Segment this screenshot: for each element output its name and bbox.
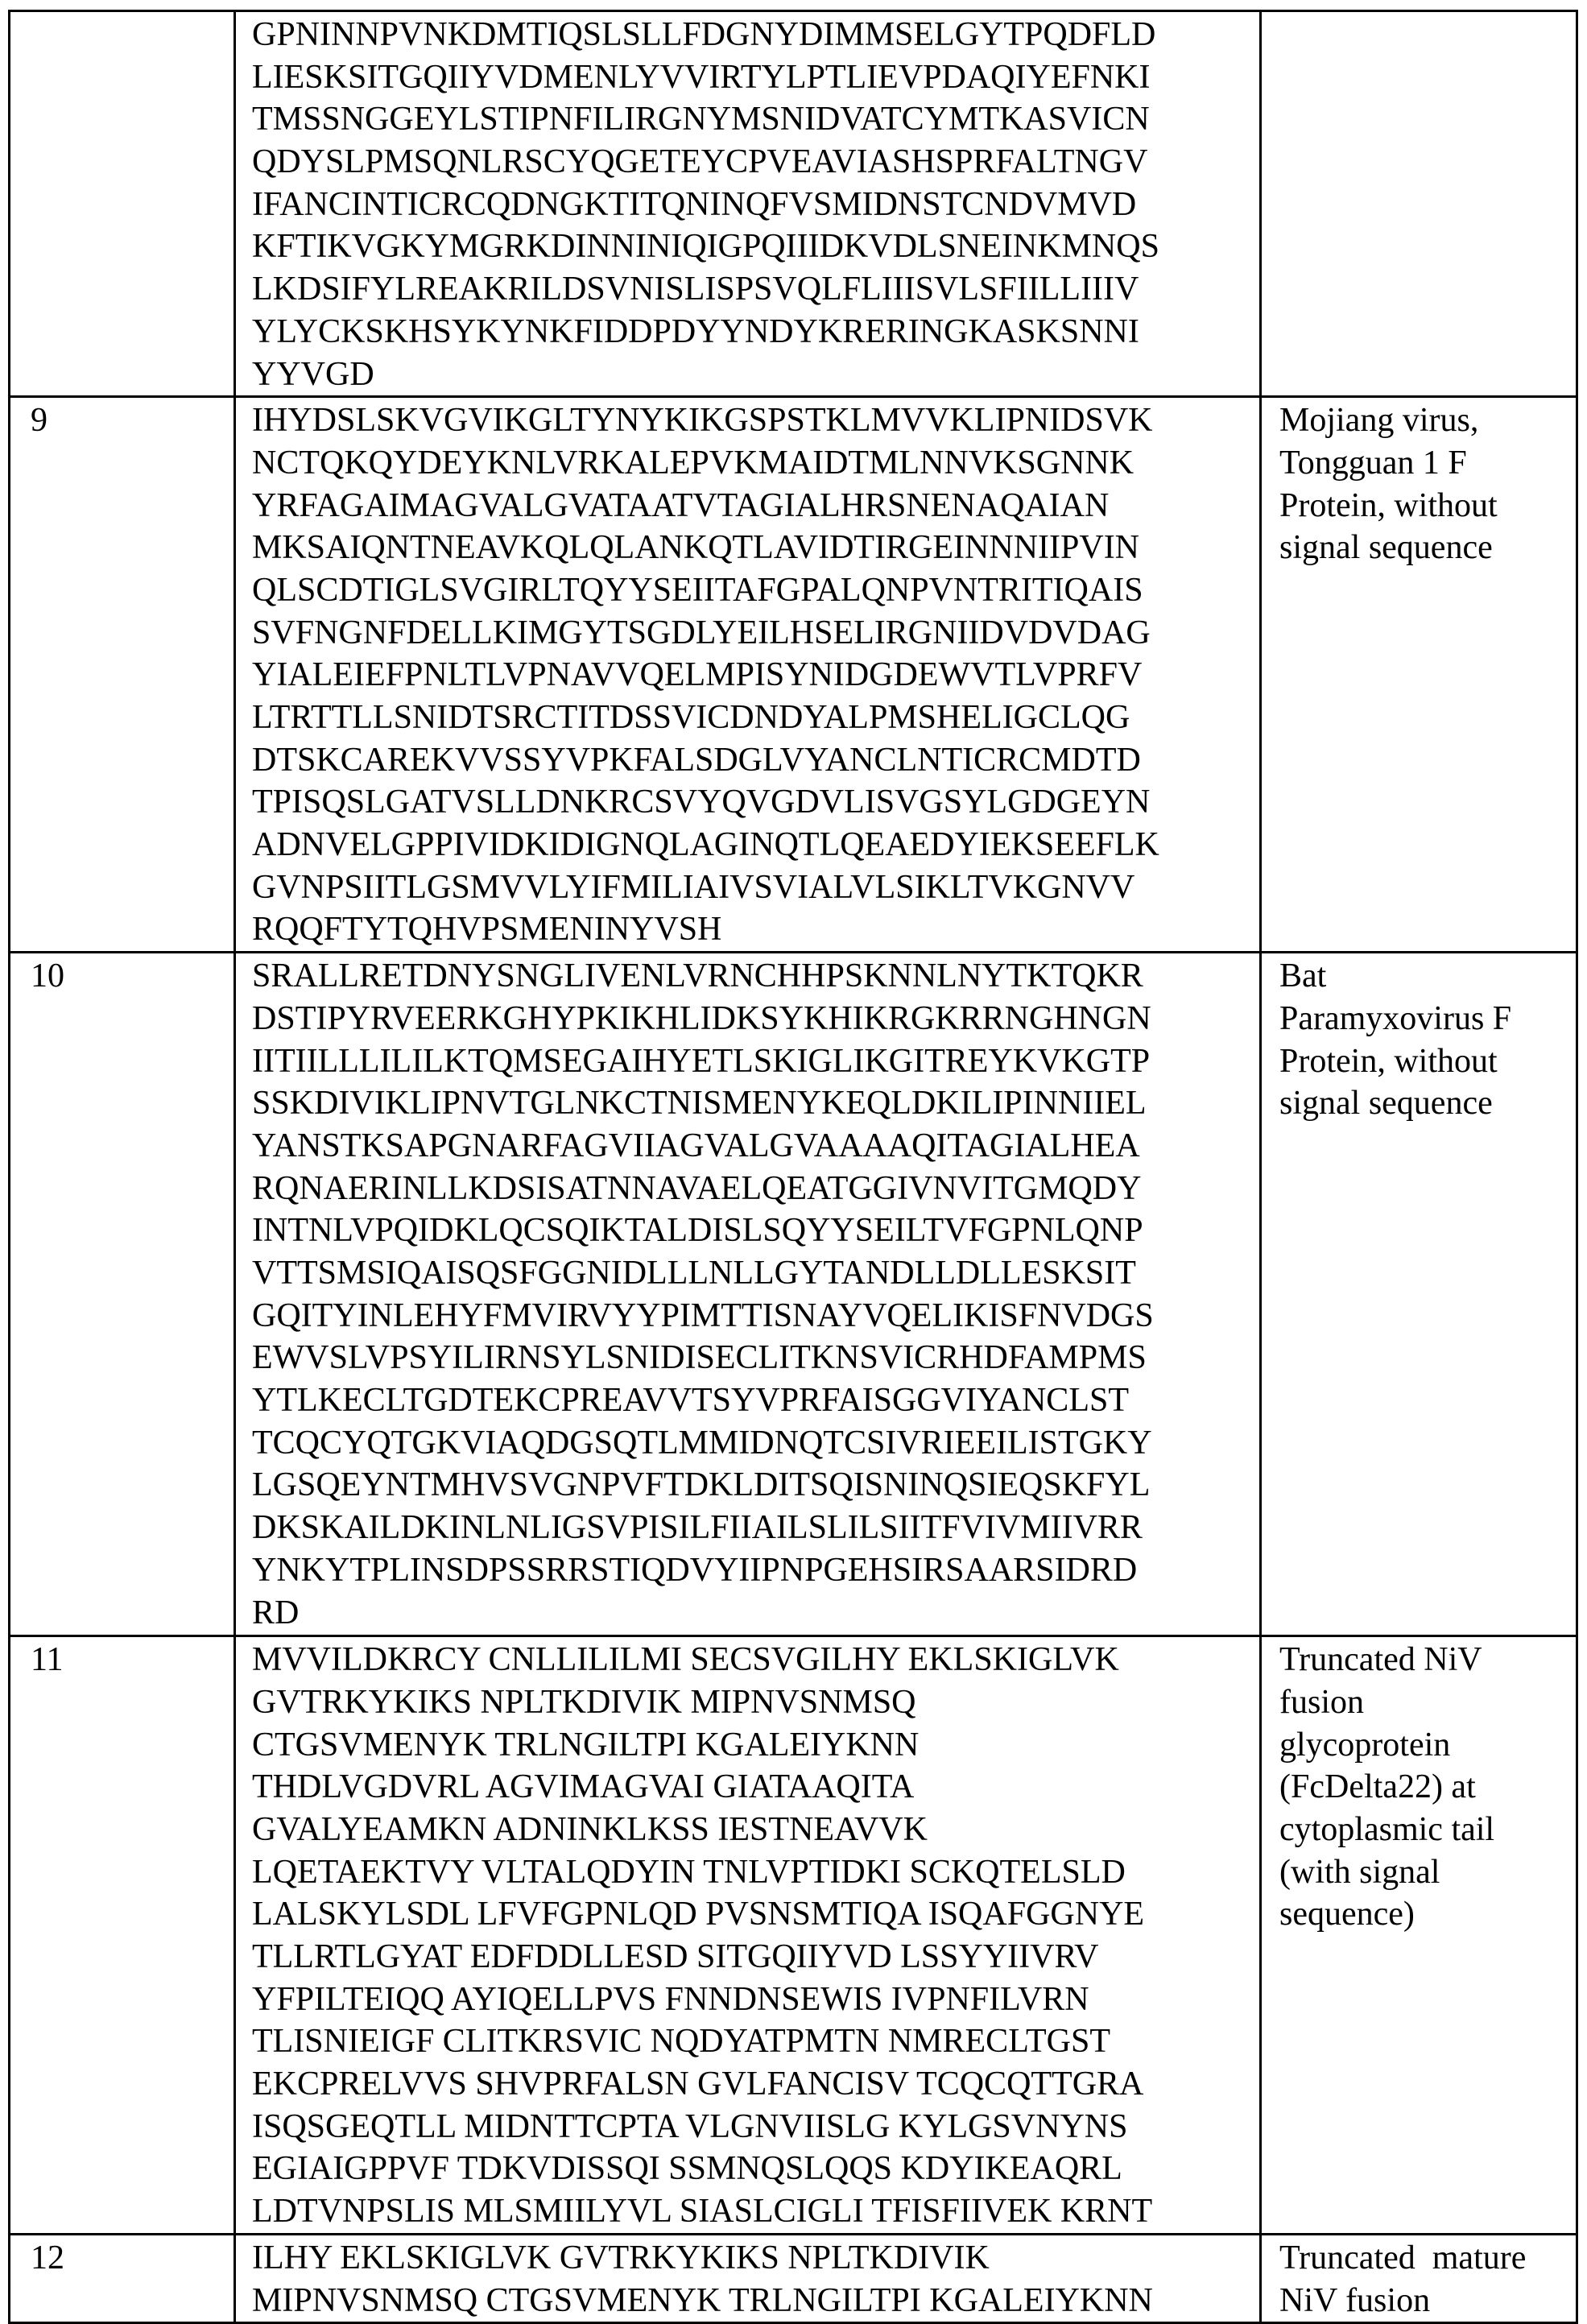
seq-id-cell bbox=[10, 11, 235, 397]
sequence-line: MVVILDKRCY CNLLILILMI SECSVGILHY EKLSKIGLVK bbox=[252, 1639, 1259, 1681]
sequence-line: IITIILLLILILKTQMSEGAIHYETLSKIGLIKGITREYKVKGTP bbox=[252, 1040, 1259, 1083]
sequence-line: LKDSIFYLREAKRILDSVNISLISPSVQLFLIIISVLSFIILLIIIV bbox=[252, 268, 1259, 311]
description-line: cytoplasmic tail bbox=[1279, 1809, 1576, 1851]
description-line: Mojiang virus, bbox=[1279, 399, 1576, 442]
description-line: glycoprotein bbox=[1279, 1724, 1576, 1767]
sequence-line: YRFAGAIMAGVALGVATAATVTAGIALHRSNENAQAIAN bbox=[252, 485, 1259, 527]
sequence-line: RQNAERINLLKDSISATNNAVAELQEATGGIVNVITGMQDY bbox=[252, 1168, 1259, 1210]
sequence-line: TPISQSLGATVSLLDNKRCSVYQVGDVLISVGSYLGDGEYN bbox=[252, 781, 1259, 824]
sequence-line: TLLRTLGYAT EDFDDLLESD SITGQIIYVD LSSYYIIVRV bbox=[252, 1936, 1259, 1979]
sequence-line: INTNLVPQIDKLQCSQIKTALDISLSQYYSEILTVFGPNLQNP bbox=[252, 1210, 1259, 1252]
seq-id-cell: 11 bbox=[10, 1636, 235, 2235]
sequence-line: LTRTTLLSNIDTSRCTITDSSVICDNDYALPMSHELIGCLQG bbox=[252, 697, 1259, 739]
sequence-cell bbox=[235, 1636, 1261, 2235]
sequence-line: YLYCKSKHSYKYNKFIDDPDYYNDYKRERINGKASKSNNI bbox=[252, 311, 1259, 354]
sequence-cell bbox=[235, 2234, 1261, 2322]
description-cell bbox=[1261, 1636, 1577, 2235]
description-line: signal sequence bbox=[1279, 527, 1576, 569]
sequence-line: GVTRKYKIKS NPLTKDIVIK MIPNVSNMSQ bbox=[252, 1681, 1259, 1724]
sequence-line: LGSQEYNTMHVSVGNPVFTDKLDITSQISNINQSIEQSKFYL bbox=[252, 1464, 1259, 1507]
table-row bbox=[10, 2234, 1577, 2322]
seq-id-cell: 10 bbox=[10, 953, 235, 1636]
sequence-line: SSKDIVIKLIPNVTGLNKCTNISMENYKEQLDKILIPINNIIEL bbox=[252, 1082, 1259, 1125]
description-line: Protein, without bbox=[1279, 1040, 1576, 1083]
description-line: Truncated mature bbox=[1279, 2237, 1576, 2280]
sequence-line: ADNVELGPPIVIDKIDIGNQLAGINQTLQEAEDYIEKSEEFLK bbox=[252, 824, 1259, 866]
sequence-line: DTSKCAREKVVSSYVPKFALSDGLVYANCLNTICRCMDTD bbox=[252, 739, 1259, 782]
sequence-line: SRALLRETDNYSNGLIVENLVRNCHHPSKNNLNYTKTQKR bbox=[252, 955, 1259, 998]
description-cell bbox=[1261, 953, 1577, 1636]
sequence-line: DKSKAILDKINLNLIGSVPISILFIIAILSLILSIITFVIVMIIVRR bbox=[252, 1507, 1259, 1549]
sequence-cell bbox=[235, 953, 1261, 1636]
sequence-line: LDTVNPSLIS MLSMIILYVL SIASLCIGLI TFISFIIVEK KRNT bbox=[252, 2190, 1259, 2233]
sequence-line: LALSKYLSDL LFVFGPNLQD PVSNSMTIQA ISQAFGGNYE bbox=[252, 1893, 1259, 1936]
table-row bbox=[10, 953, 1577, 1636]
sequence-line: GVALYEAMKN ADNINKLKSS IESTNEAVVK bbox=[252, 1809, 1259, 1851]
table-row bbox=[10, 397, 1577, 953]
sequence-line: KFTIKVGKYMGRKDINNINIQIGPQIIIDKVDLSNEINKMNQS bbox=[252, 225, 1259, 268]
description-line: (FcDelta22) at bbox=[1279, 1766, 1576, 1809]
sequence-cell bbox=[235, 397, 1261, 953]
sequence-line: NCTQKQYDEYKNLVRKALEPVKMAIDTMLNNVKSGNNK bbox=[252, 442, 1259, 485]
sequence-line: MIPNVSNMSQ CTGSVMENYK TRLNGILTPI KGALEIYKNN bbox=[252, 2280, 1259, 2322]
description-line: Bat bbox=[1279, 955, 1576, 998]
sequence-line: GQITYINLEHYFMVIRVYYPIMTTISNAYVQELIKISFNVDGS bbox=[252, 1295, 1259, 1338]
sequence-line: THDLVGDVRL AGVIMAGVAI GIATAAQITA bbox=[252, 1766, 1259, 1809]
sequence-line: YYVGD bbox=[252, 354, 1259, 396]
description-line: fusion bbox=[1279, 1681, 1576, 1724]
seq-id-cell: 12 bbox=[10, 2234, 235, 2322]
description-line: (with signal bbox=[1279, 1851, 1576, 1894]
sequence-line: YTLKECLTGDTEKCPREAVVTSYVPRFAISGGVIYANCLST bbox=[252, 1379, 1259, 1422]
sequence-line: IFANCINTICRCQDNGKTITQNINQFVSMIDNSTCNDVMVD bbox=[252, 184, 1259, 226]
description-cell bbox=[1261, 2234, 1577, 2322]
sequence-line: YANSTKSAPGNARFAGVIIAGVALGVAAAAQITAGIALHEA bbox=[252, 1125, 1259, 1168]
sequence-line: EWVSLVPSYILIRNSYLSNIDISECLITKNSVICRHDFAMPMS bbox=[252, 1337, 1259, 1379]
sequence-line: EKCPRELVVS SHVPRFALSN GVLFANCISV TCQCQTTGRA bbox=[252, 2063, 1259, 2106]
sequence-line: YIALEIEFPNLTLVPNAVVQELMPISYNIDGDEWVTLVPRFV bbox=[252, 654, 1259, 697]
sequence-cell bbox=[235, 11, 1261, 397]
description-line: NiV fusion bbox=[1279, 2280, 1576, 2322]
seq-id-cell: 9 bbox=[10, 397, 235, 953]
sequence-line: GPNINNPVNKDMTIQSLSLLFDGNYDIMMSELGYTPQDFLD bbox=[252, 14, 1259, 56]
sequence-line: TLISNIEIGF CLITKRSVIC NQDYATPMTN NMRECLTGST bbox=[252, 2020, 1259, 2063]
description-line: sequence) bbox=[1279, 1893, 1576, 1936]
description-line: Paramyxovirus F bbox=[1279, 998, 1576, 1040]
sequence-line: RQQFTYTQHVPSMENINYVSH bbox=[252, 908, 1259, 951]
sequence-line: LQETAEKTVY VLTALQDYIN TNLVPTIDKI SCKQTELSLD bbox=[252, 1851, 1259, 1894]
sequence-line: EGIAIGPPVF TDKVDISSQI SSMNQSLQQS KDYIKEAQRL bbox=[252, 2148, 1259, 2190]
sequence-line: IHYDSLSKVGVIKGLTYNYKIKGSPSTKLMVVKLIPNIDSVK bbox=[252, 399, 1259, 442]
sequence-line: QLSCDTIGLSVGIRLTQYYSEIITAFGPALQNPVNTRITIQAIS bbox=[252, 569, 1259, 612]
sequence-line: QDYSLPMSQNLRSCYQGETEYCPVEAVIASHSPRFALTNGV bbox=[252, 141, 1259, 184]
sequence-line: RD bbox=[252, 1592, 1259, 1635]
description-cell bbox=[1261, 397, 1577, 953]
sequence-table bbox=[8, 10, 1578, 2324]
sequence-line: LIESKSITGQIIYVDMENLYVVIRTYLPTLIEVPDAQIYEFNKI bbox=[252, 56, 1259, 99]
sequence-line: MKSAIQNTNEAVKQLQLANKQTLAVIDTIRGEINNNIIPVIN bbox=[252, 527, 1259, 569]
sequence-line: TCQCYQTGKVIAQDGSQTLMMIDNQTCSIVRIEEILISTGKY bbox=[252, 1422, 1259, 1465]
table-row bbox=[10, 11, 1577, 397]
description-line: Tongguan 1 F bbox=[1279, 442, 1576, 485]
sequence-table-body bbox=[10, 11, 1577, 2323]
sequence-line: GVNPSIITLGSMVVLYIFMILIAIVSVIALVLSIKLTVKGNVV bbox=[252, 866, 1259, 909]
description-line: Protein, without bbox=[1279, 485, 1576, 527]
sequence-line: TMSSNGGEYLSTIPNFILIRGNYMSNIDVATCYMTKASVICN bbox=[252, 98, 1259, 141]
description-line: Truncated NiV bbox=[1279, 1639, 1576, 1681]
sequence-line: YFPILTEIQQ AYIQELLPVS FNNDNSEWIS IVPNFILVRN bbox=[252, 1979, 1259, 2021]
sequence-line: ILHY EKLSKIGLVK GVTRKYKIKS NPLTKDIVIK bbox=[252, 2237, 1259, 2280]
description-cell bbox=[1261, 11, 1577, 397]
sequence-line: CTGSVMENYK TRLNGILTPI KGALEIYKNN bbox=[252, 1724, 1259, 1767]
sequence-line: SVFNGNFDELLKIMGYTSGDLYEILHSELIRGNIIDVDVDAG bbox=[252, 612, 1259, 655]
sequence-line: VTTSMSIQAISQSFGGNIDLLLNLLGYTANDLLDLLESKSIT bbox=[252, 1252, 1259, 1295]
description-line: signal sequence bbox=[1279, 1082, 1576, 1125]
sequence-line: DSTIPYRVEERKGHYPKIKHLIDKSYKHIKRGKRRNGHNGN bbox=[252, 998, 1259, 1040]
table-row bbox=[10, 1636, 1577, 2235]
sequence-line: YNKYTPLINSDPSSRRSTIQDVYIIPNPGEHSIRSAARSIDRD bbox=[252, 1549, 1259, 1592]
sequence-line: ISQSGEQTLL MIDNTTCPTA VLGNVIISLG KYLGSVNYNS bbox=[252, 2106, 1259, 2148]
